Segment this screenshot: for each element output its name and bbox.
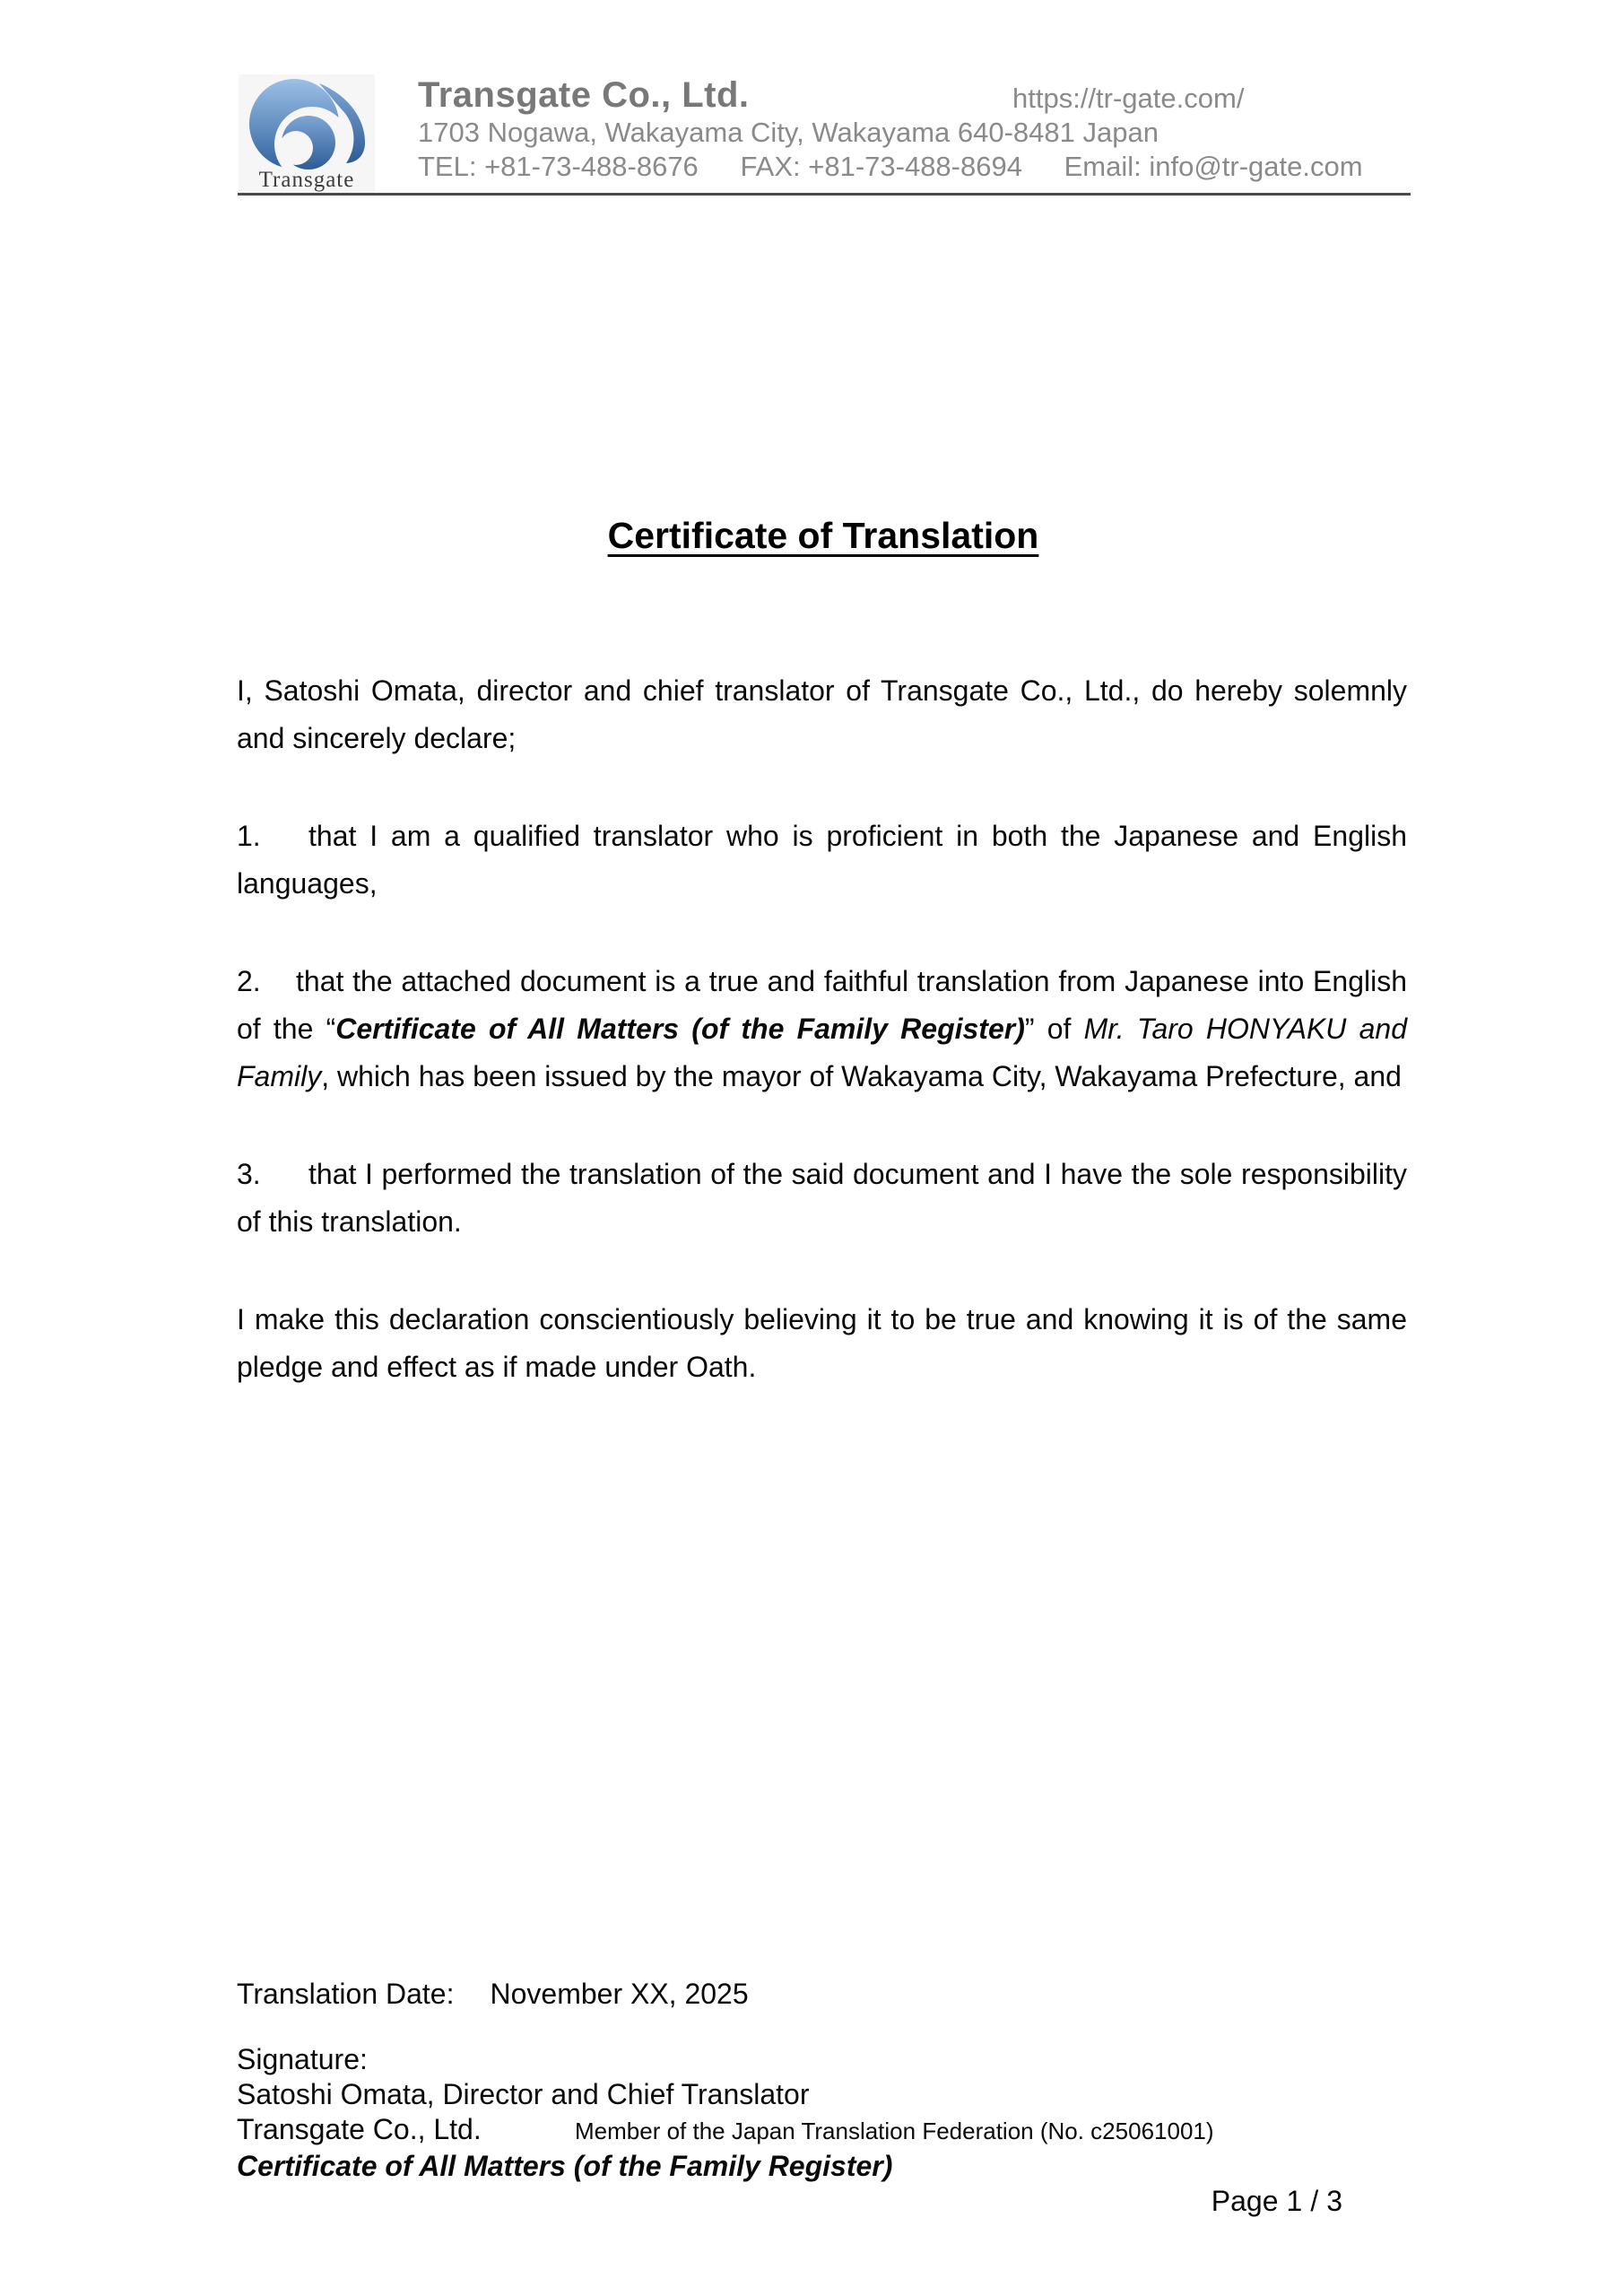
page-current: 1 <box>1286 2185 1303 2217</box>
company-email: Email: info@tr-gate.com <box>1064 151 1363 182</box>
company-fax: FAX: +81-73-488-8694 <box>740 151 1022 182</box>
page-separator: / <box>1310 2185 1319 2217</box>
company-name: Transgate Co., Ltd. <box>418 75 750 115</box>
item-3-number: 3. <box>237 1158 261 1190</box>
attachment-title: Certificate of All Matters (of the Family Register) <box>237 2150 893 2182</box>
page-indicator <box>237 2184 1407 2219</box>
company-website: https://tr-gate.com/ <box>1012 83 1245 114</box>
wave-swirl-logo-icon <box>239 74 375 193</box>
document-body <box>237 667 1407 1391</box>
item-2-text-suffix: , which has been issued by the mayor of Wakayama City, Wakayama Prefecture, and <box>321 1060 1402 1092</box>
item-3-text: that I performed the translation of the said document and I have the sole responsibility of this translation. <box>237 1158 1407 1238</box>
signatory-name: Satoshi Omata, Director and Chief Translator <box>237 2078 810 2110</box>
footer-company-line <box>237 2112 1407 2149</box>
closing-paragraph: I make this declaration conscientiously believing it to be true and knowing it is of the same pledge and effect as if made under Oath. <box>237 1303 1407 1383</box>
document-title: Certificate of Translation <box>607 515 1039 556</box>
company-address: 1703 Nogawa, Wakayama City, Wakayama 640-8481 Japan <box>418 117 1159 148</box>
item-2-person-name: Mr. Taro HONYAKU and Family <box>237 1013 1408 1092</box>
item-2-document-name: Certificate of All Matters (of the Family Register) <box>335 1013 1025 1045</box>
item-1-text: that I am a qualified translator who is proficient in both the Japanese and English languages, <box>237 820 1407 900</box>
item-2-text-prefix: that the attached document is a true and faithful translation from Japanese into English of the “ <box>237 965 1407 1045</box>
transgate-logo <box>239 74 375 193</box>
item-2-number: 2. <box>237 965 261 997</box>
declaration-item-1 <box>237 813 1407 908</box>
company-contact-line <box>418 150 1411 184</box>
page-total: 3 <box>1326 2185 1342 2217</box>
page-label: Page <box>1211 2185 1279 2217</box>
letterhead <box>239 74 1411 193</box>
translation-date-value: November XX, 2025 <box>490 1978 749 2010</box>
footer-company-name: Transgate Co., Ltd. <box>237 2113 482 2145</box>
logo-brand-text: Transgate <box>258 168 355 192</box>
signature-label: Signature: <box>237 2043 368 2075</box>
declaration-item-2 <box>237 958 1407 1100</box>
item-2-text-mid: ” of <box>1024 1013 1084 1045</box>
membership-note: Member of the Japan Translation Federation (No. c25061001) <box>575 2118 1214 2144</box>
letterhead-divider <box>238 193 1411 196</box>
declaration-item-3 <box>237 1151 1407 1246</box>
intro-paragraph: I, Satoshi Omata, director and chief translator of Transgate Co., Ltd., do hereby solemnly and sincerely declare; <box>237 674 1407 754</box>
translation-date-line <box>237 1977 1407 2012</box>
company-block <box>418 74 1411 184</box>
document-footer <box>237 1977 1407 2219</box>
item-1-number: 1. <box>237 820 261 852</box>
company-tel: TEL: +81-73-488-8676 <box>418 151 699 182</box>
translation-date-label: Translation Date: <box>237 1978 455 2010</box>
